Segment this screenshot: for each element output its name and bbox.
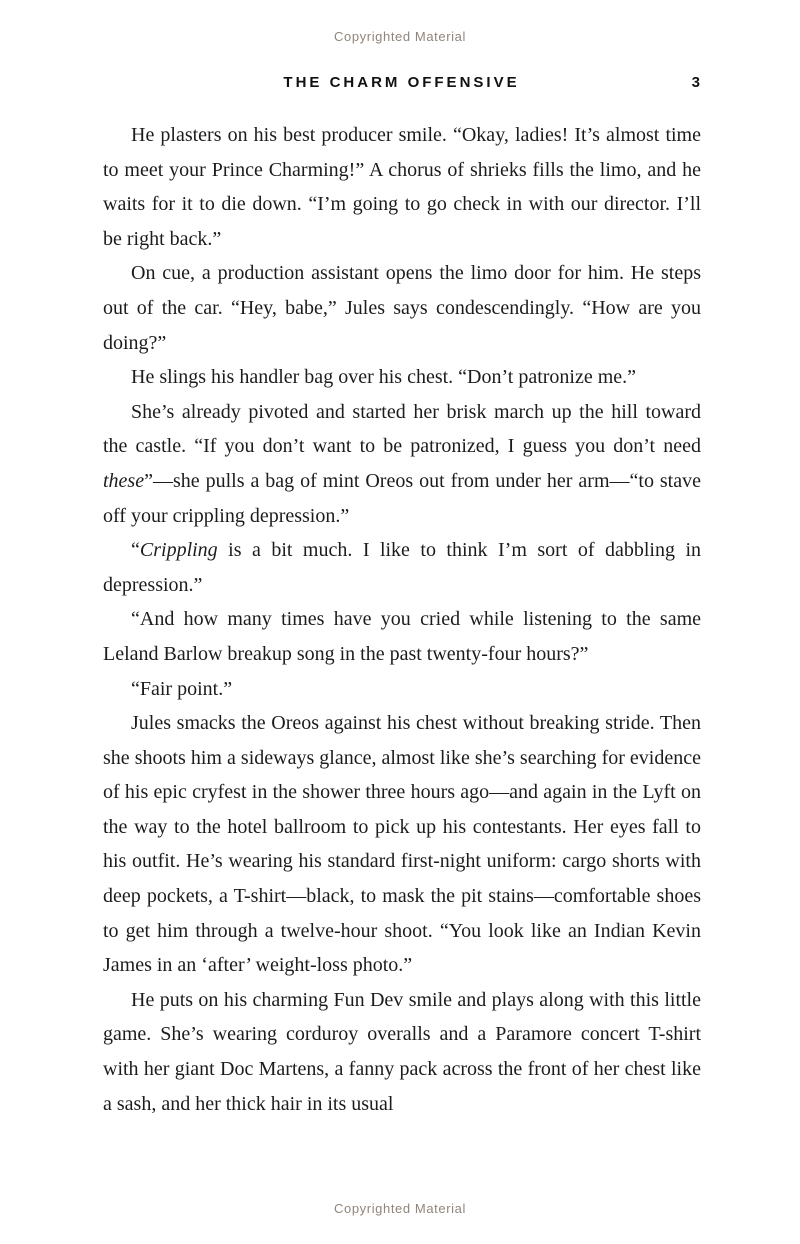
paragraph <box>103 118 701 256</box>
paragraph <box>103 395 701 533</box>
paragraph <box>103 983 701 1121</box>
paragraph-text-italic: these <box>103 469 145 492</box>
paragraph-text: ”—she pulls a bag of mint Oreos out from under her arm—“to stave off your crippling depression.” <box>103 469 701 527</box>
paragraph <box>103 602 701 671</box>
running-header <box>103 74 700 94</box>
paragraph-text: is a bit much. I like to think I’m sort of dabbling in depression.” <box>103 539 701 596</box>
paragraph <box>103 360 701 395</box>
copyright-notice-top: Copyrighted Material <box>334 29 466 44</box>
paragraph-text-italic: Crippling <box>139 539 218 562</box>
paragraph <box>103 256 701 360</box>
paragraph <box>103 706 701 983</box>
paragraph-text: On cue, a production assistant opens the limo door for him. He steps out of the car. “Hey, babe,” Jules says condescendingly. “How are you doing?” <box>103 262 701 354</box>
paragraph-text: Jules smacks the Oreos against his chest without breaking stride. Then she shoots him a sideways glance, almost like she’s searching for evidence of his epic cryfest in the shower three hours ago—and again in the Lyft on the way to the hotel ballroom to pick up his contestants. Her eyes fall to his outfit. He’s wearing his standard first-night uniform: cargo shorts with deep pockets, a T-shirt—black, to mask the pit stains—comfortable shoes to get him through a twelve-hour shoot. “You look like an Indian Kevin James in an ‘after’ weight-loss photo.” <box>103 712 701 977</box>
paragraph-text: “ <box>131 539 140 562</box>
book-title: THE CHARM OFFENSIVE <box>283 74 520 91</box>
page-number: 3 <box>691 74 700 91</box>
paragraph-text: “Fair point.” <box>131 677 233 700</box>
copyright-notice-bottom: Copyrighted Material <box>334 1201 466 1216</box>
paragraph-text: He plasters on his best producer smile. “Okay, ladies! It’s almost time to meet your Prince Charming!” A chorus of shrieks fills the limo, and he waits for it to die down. “I’m going to go check in with our director. I’ll be right back.” <box>103 124 701 250</box>
paragraph <box>103 533 701 602</box>
paragraph-text: She’s already pivoted and started her brisk march up the hill toward the castle. “If you don’t want to be patronized, I guess you don’t need <box>103 400 701 458</box>
paragraph-text: He slings his handler bag over his chest. “Don’t patronize me.” <box>131 366 637 389</box>
paragraph-text: He puts on his charming Fun Dev smile and plays along with this little game. She’s wearing corduroy overalls and a Paramore concert T-shirt with her giant Doc Martens, a fanny pack across the front of her chest like a sash, and her thick hair in its usual <box>103 988 701 1115</box>
paragraph-text: “And how many times have you cried while listening to the same Leland Barlow breakup song in the past twenty-four hours?” <box>103 608 701 665</box>
paragraph <box>103 672 701 707</box>
body-text <box>103 118 701 1121</box>
